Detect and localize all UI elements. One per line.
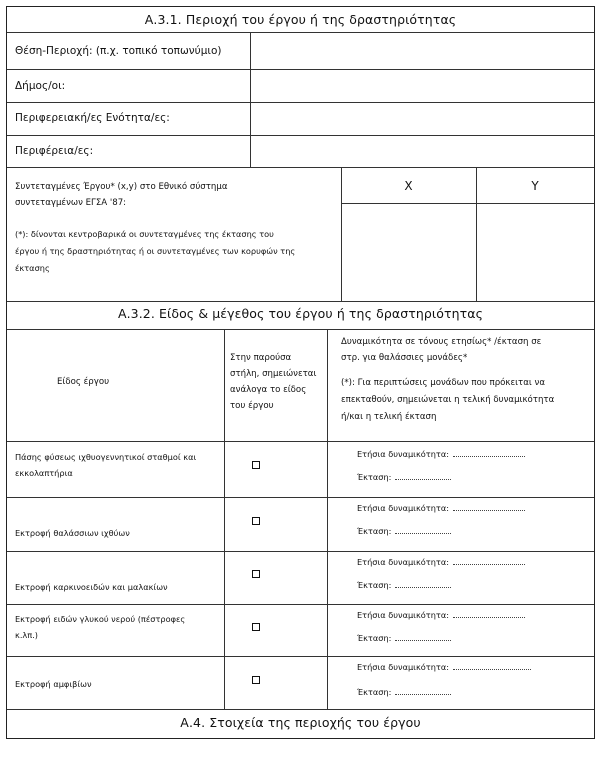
x-coordinate-header: Χ (404, 179, 413, 193)
area-label: Έκταση: (357, 631, 451, 645)
checkbox-freshwater[interactable] (252, 623, 260, 631)
regional-unit-field[interactable] (252, 104, 592, 134)
checkbox-amphibians[interactable] (252, 676, 260, 684)
x-coordinate-field[interactable] (343, 205, 475, 300)
coordinates-note-line3: έκτασης (15, 263, 50, 273)
location-field[interactable] (252, 34, 592, 68)
header-capacity-line2: στρ. για θαλάσσιες μονάδες* (341, 353, 468, 363)
project-type-label: Εκτροφή θαλάσσιων ιχθύων (15, 528, 130, 538)
header-mark-line4: του έργου (230, 401, 274, 411)
municipality-field[interactable] (252, 71, 592, 101)
capacity-label: Ετήσια δυναμικότητα: (357, 608, 525, 622)
header-capacity-note3: ή/και η τελική έκταση (341, 412, 437, 422)
municipality-label: Δήμος/οι: (15, 80, 66, 92)
regional-unit-label: Περιφερειακή/ες Ενότητα/ες: (15, 112, 170, 124)
section-a4-title: Α.4. Στοιχεία της περιοχής του έργου (180, 715, 421, 730)
project-type-label: Εκτροφή ειδών γλυκού νερού (πέστροφες (15, 614, 186, 624)
capacity-label: Ετήσια δυναμικότητα: (357, 501, 525, 515)
y-coordinate-header: Υ (531, 179, 539, 193)
project-type-label: Πάσης φύσεως ιχθυογεννητικοί σταθμοί και (15, 452, 197, 462)
header-capacity-line1: Δυναμικότητα σε τόνους ετησίως* /έκταση σε (341, 337, 542, 347)
region-label: Περιφέρεια/ες: (15, 145, 94, 157)
environmental-form (6, 6, 595, 739)
y-coordinate-field[interactable] (478, 205, 593, 300)
header-project-type: Είδος έργου (57, 377, 110, 387)
header-mark-line1: Στην παρούσα (230, 353, 292, 363)
section-a32-title: Α.3.2. Είδος & μέγεθος του έργου ή της δραστηριότητας (117, 306, 484, 321)
project-type-label: κ.λπ.) (15, 630, 38, 640)
location-label: Θέση-Περιοχή: (π.χ. τοπικό τοπωνύμιο) (15, 45, 222, 57)
area-label: Έκταση: (357, 685, 451, 699)
capacity-label: Ετήσια δυναμικότητα: (357, 555, 525, 569)
checkbox-marine-fish[interactable] (252, 517, 260, 525)
coordinates-note-line1: (*): δίνονται κεντροβαρικά οι συντεταγμένες της έκτασης του (15, 229, 274, 239)
coordinates-note-line2: έργου ή της δραστηριότητας ή οι συντεταγμένες των κορυφών της (15, 246, 296, 256)
header-mark-line2: στήλη, σημειώνεται (230, 369, 317, 379)
area-label: Έκταση: (357, 578, 451, 592)
header-capacity-note2: επεκταθούν, σημειώνεται η τελική δυναμικότητα (341, 395, 555, 405)
header-capacity-note1: (*): Για περιπτώσεις μονάδων που πρόκειται να (341, 378, 545, 388)
capacity-label: Ετήσια δυναμικότητα: (357, 447, 525, 461)
area-label: Έκταση: (357, 524, 451, 538)
header-mark-line3: ανάλογα το είδος (230, 385, 307, 395)
section-a31-title: Α.3.1. Περιοχή του έργου ή της δραστηριότητας (144, 12, 457, 27)
checkbox-hatcheries[interactable] (252, 461, 260, 469)
coordinates-label-line1: Συντεταγμένες Έργου* (x,y) στο Εθνικό σύστημα (15, 182, 228, 192)
region-field[interactable] (252, 137, 592, 166)
project-type-label: Εκτροφή αμφιβίων (15, 679, 92, 689)
project-type-label: Εκτροφή καρκινοειδών και μαλακίων (15, 582, 168, 592)
area-label: Έκταση: (357, 470, 451, 484)
coordinates-label-line2: συντεταγμένων ΕΓΣΑ '87: (15, 198, 127, 208)
capacity-label: Ετήσια δυναμικότητα: (357, 660, 531, 674)
checkbox-crustaceans[interactable] (252, 570, 260, 578)
project-type-label: εκκολαπτήρια (15, 468, 73, 478)
